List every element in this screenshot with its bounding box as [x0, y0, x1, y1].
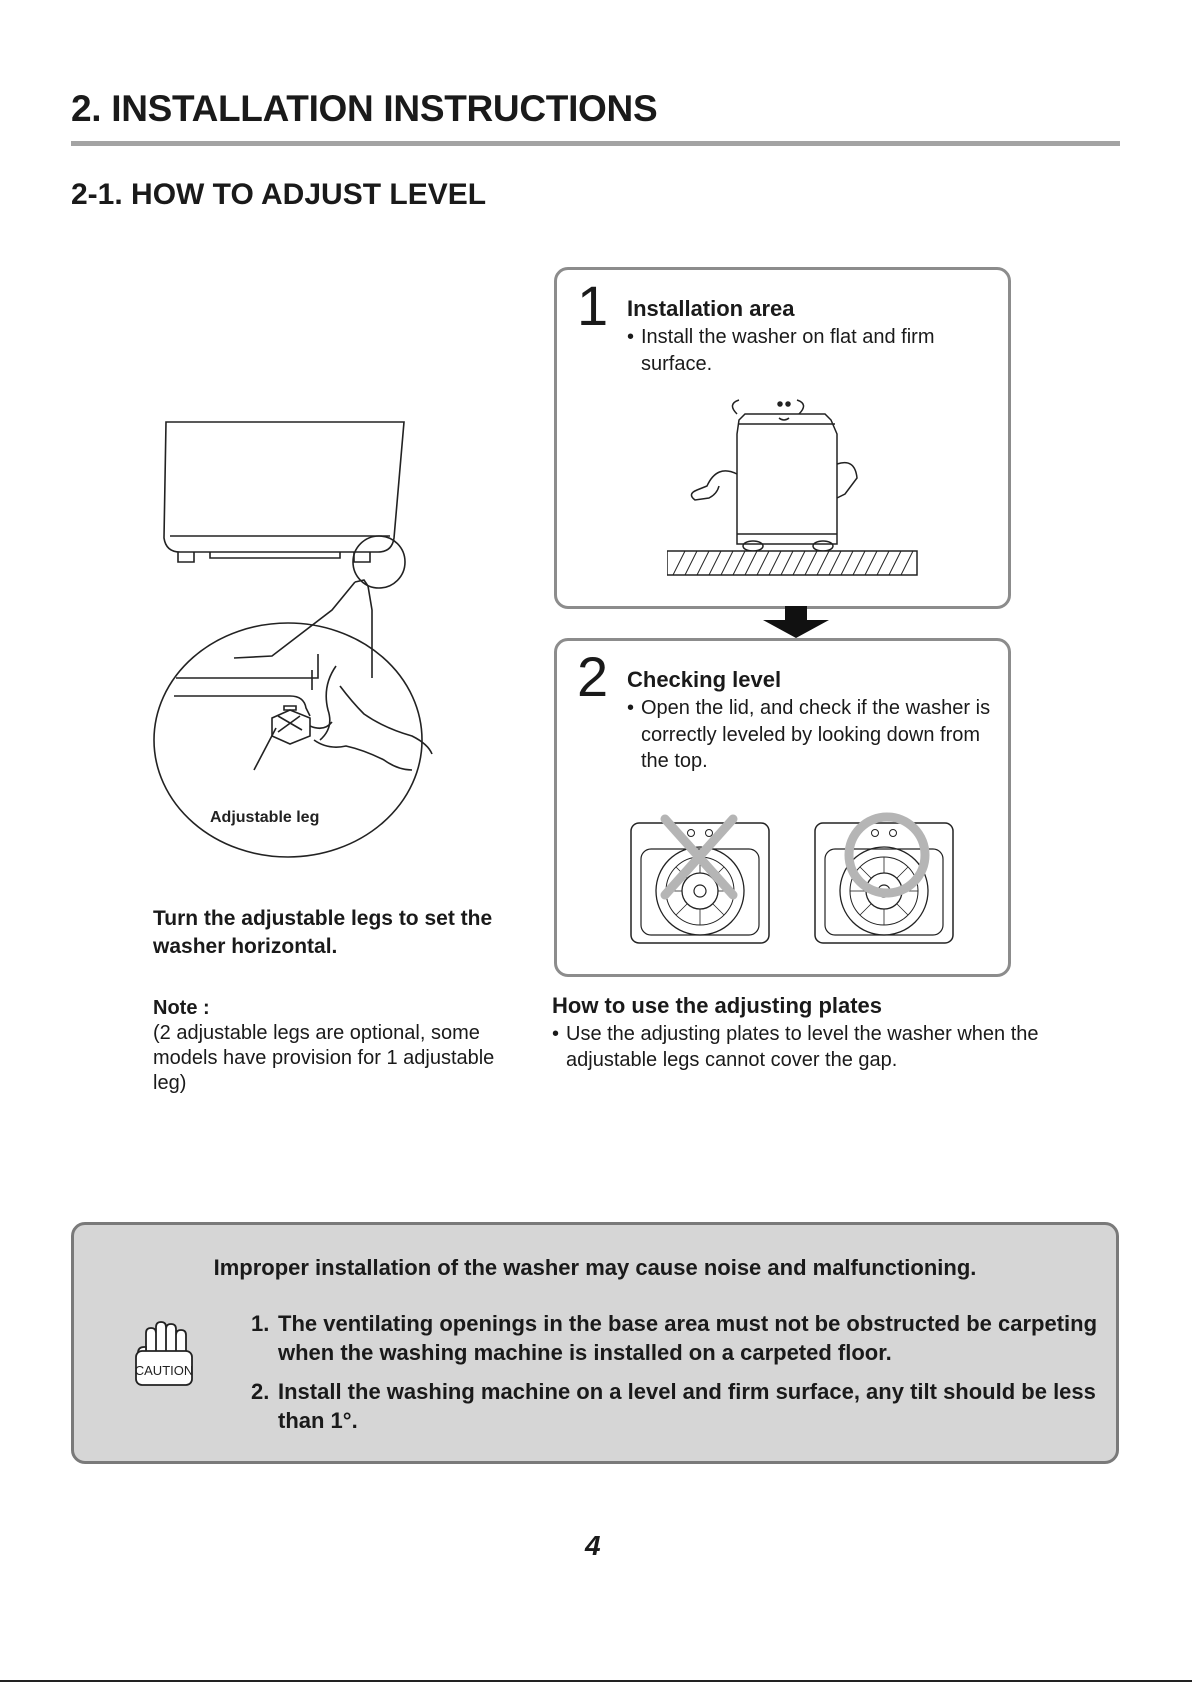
step-1-number: 1 — [577, 274, 609, 337]
bullet-dot: • — [627, 697, 635, 719]
caution-item — [251, 1309, 1111, 1367]
caution-item-number: 1. — [251, 1311, 270, 1336]
washer-top-view-incorrect — [629, 809, 771, 945]
adjustable-leg-label: Adjustable leg — [210, 809, 320, 826]
step-2-bullet — [627, 695, 997, 775]
step-1-bullet — [627, 324, 997, 377]
floor-hatch — [667, 551, 917, 575]
bullet-dot: • — [552, 1023, 560, 1045]
turn-legs-caption: Turn the adjustable legs to set the washer horizontal. — [153, 907, 493, 958]
adjusting-plates-title: How to use the adjusting plates — [552, 993, 883, 1018]
caution-hand-icon — [132, 1321, 196, 1389]
step-2-text: Open the lid, and check if the washer is correctly leveled by looking down from the top. — [641, 697, 991, 772]
page-number: 4 — [585, 1530, 601, 1561]
caution-item-number: 2. — [251, 1379, 270, 1404]
caution-item-text: Install the washing machine on a level and firm surface, any tilt should be less than 1°. — [278, 1379, 1096, 1433]
note-label: Note : — [153, 997, 210, 1019]
caution-headline: Improper installation of the washer may cause noise and malfunctioning. — [213, 1255, 977, 1280]
step-1-title: Installation area — [627, 296, 795, 321]
note-block — [153, 996, 513, 1096]
caution-item — [251, 1377, 1111, 1435]
step-2-number: 2 — [577, 645, 609, 708]
caution-item-text: The ventilating openings in the base area must not be obstructed be carpeting when the washing machine is installed on a carpeted floor. — [278, 1311, 1098, 1365]
caution-icon-label: CAUTION — [134, 1363, 194, 1378]
adjusting-plates-bullet — [552, 1021, 1052, 1073]
step-1-box — [554, 267, 1011, 609]
adjusting-plates-block — [552, 993, 1052, 1073]
title-divider — [71, 141, 1120, 146]
bottom-border — [0, 1680, 1192, 1682]
bullet-dot: • — [627, 326, 635, 348]
washer-leg-illustration — [150, 410, 450, 900]
washer-top-view-correct — [813, 809, 955, 945]
washer-cabinet — [164, 422, 404, 552]
down-arrow-icon — [761, 606, 831, 638]
caution-box — [71, 1222, 1119, 1464]
section-title: 2-1. HOW TO ADJUST LEVEL — [71, 178, 487, 211]
washer-character-illustration — [667, 394, 927, 594]
page-title: 2. INSTALLATION INSTRUCTIONS — [71, 88, 658, 129]
note-text: (2 adjustable legs are optional, some models have provision for 1 adjustable leg) — [153, 1022, 495, 1094]
step-2-box — [554, 638, 1011, 977]
step-1-text: Install the washer on flat and firm surface. — [641, 326, 935, 375]
adjusting-plates-text: Use the adjusting plates to level the washer when the adjustable legs cannot cover the gap. — [566, 1023, 1039, 1071]
caution-list — [251, 1309, 1111, 1445]
step-2-title: Checking level — [627, 667, 782, 692]
